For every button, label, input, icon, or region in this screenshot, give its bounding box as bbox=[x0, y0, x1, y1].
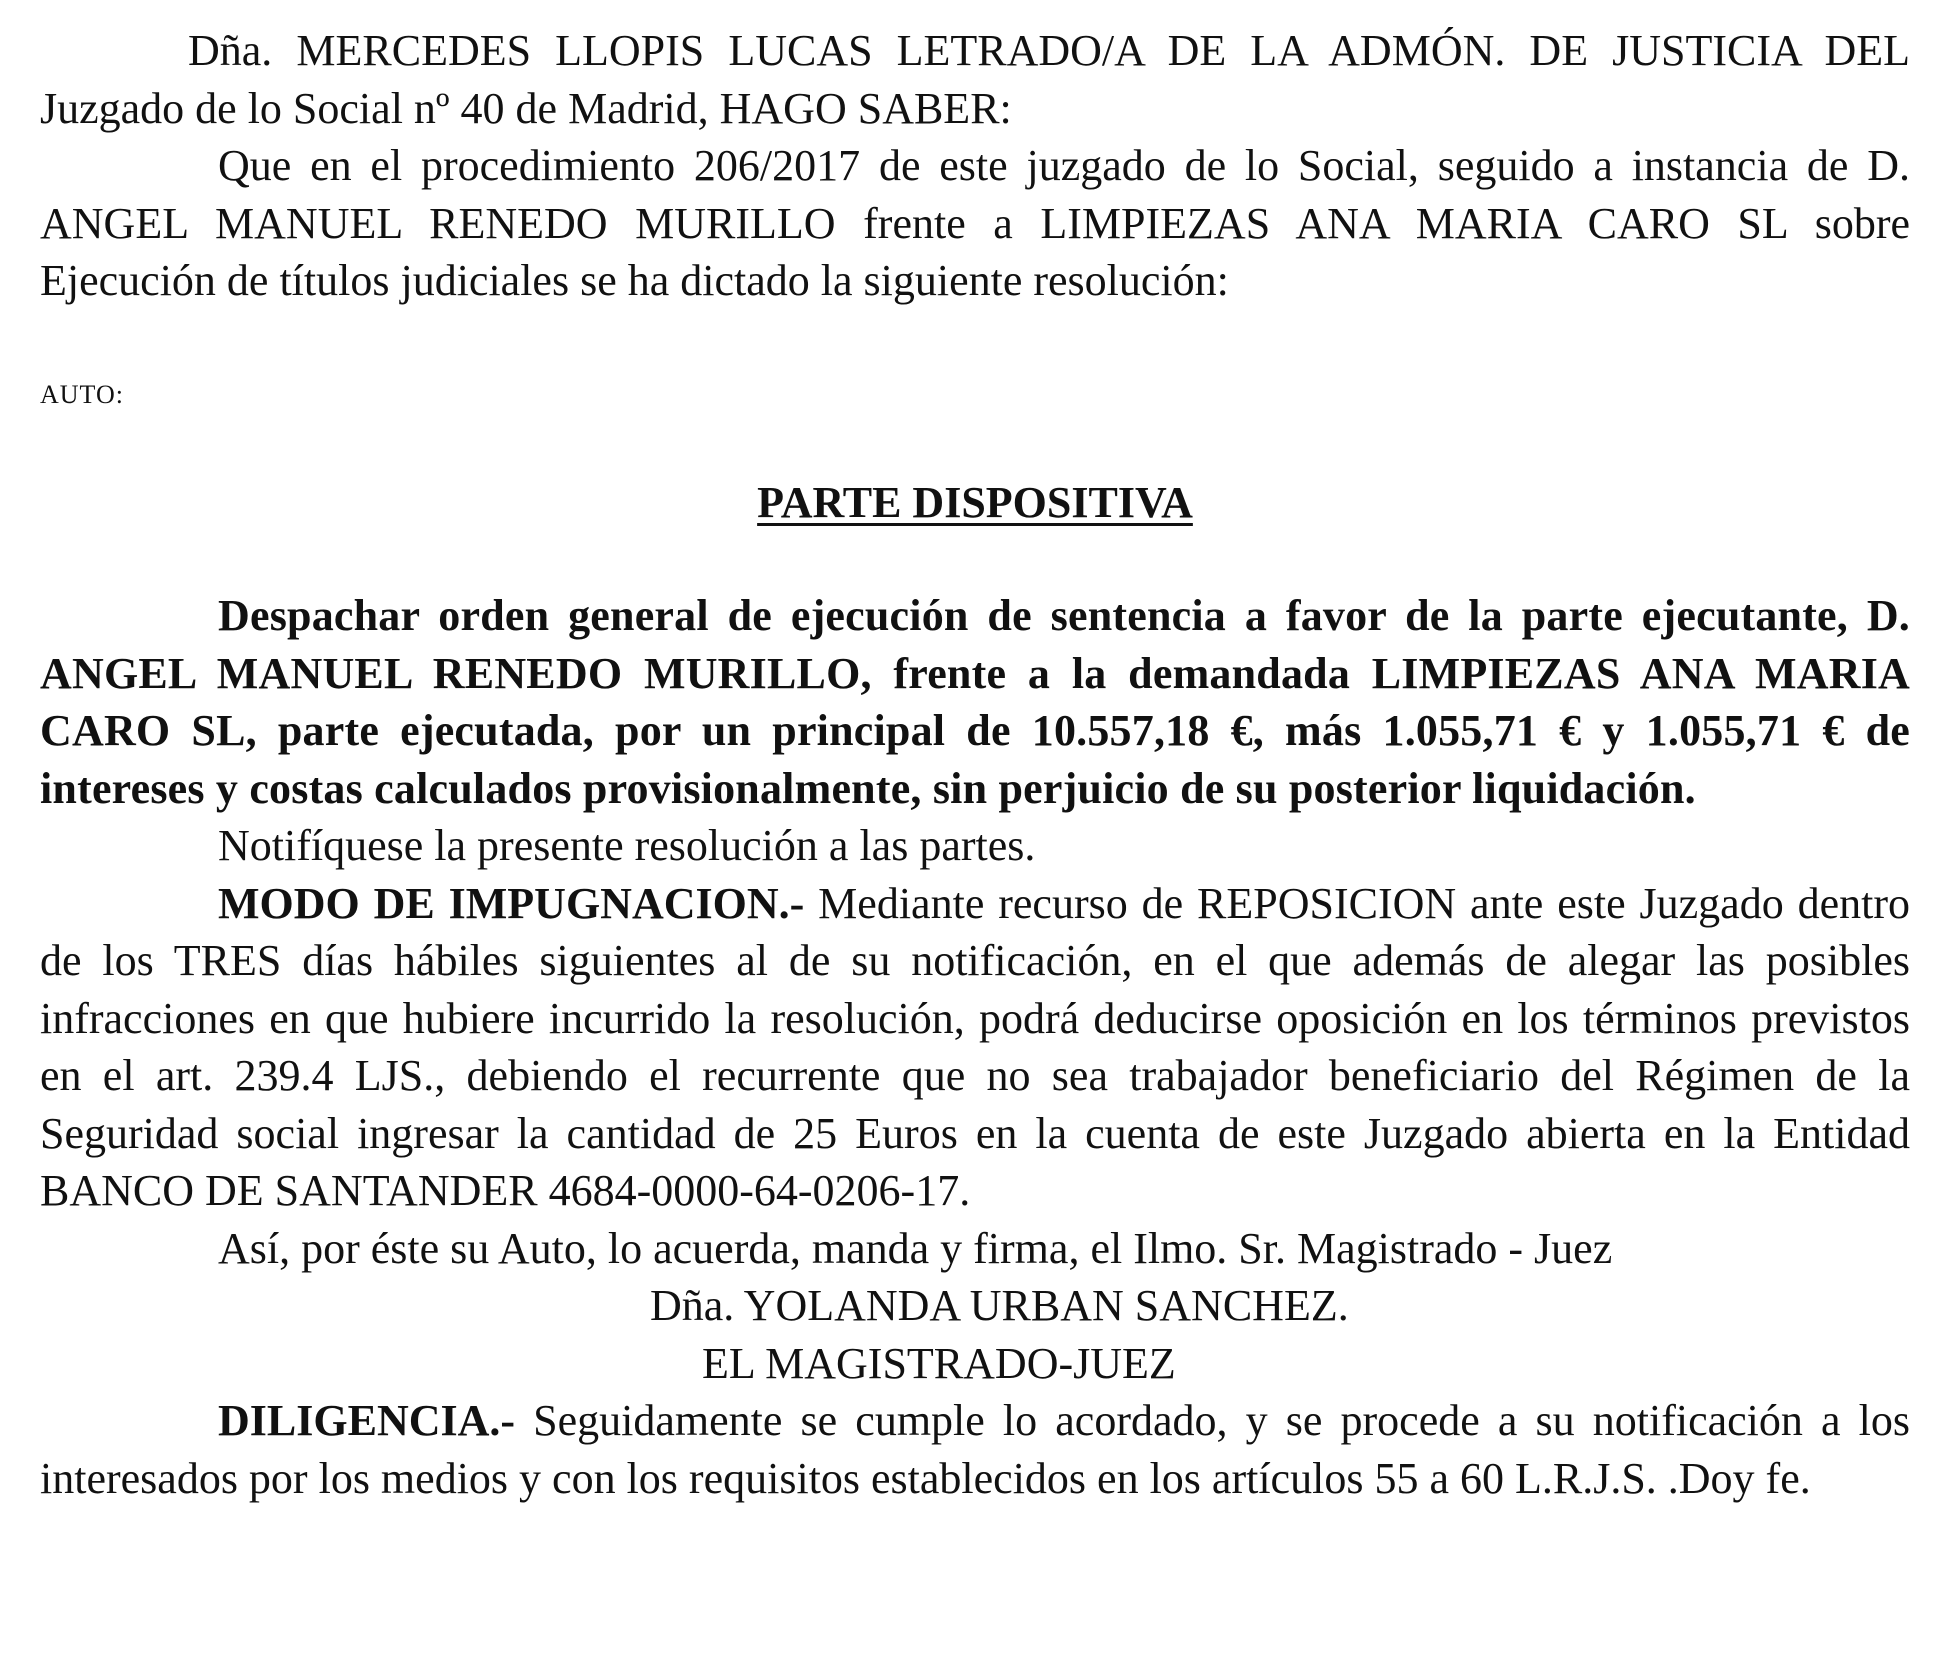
notify-paragraph: Notifíquese la presente resolución a las partes. bbox=[218, 821, 1036, 870]
signature-name: Dña. YOLANDA URBAN SANCHEZ. bbox=[650, 1281, 1349, 1330]
diligence-text: Seguidamente se cumple lo acordado, y se procede a su notificación a los interesados por los medios y con los requisitos establecidos en los artículos 55 a 60 L.R.J.S. .Doy fe. bbox=[40, 1396, 1910, 1503]
closing-paragraph: Así, por éste su Auto, lo acuerda, manda y firma, el Ilmo. Sr. Magistrado - Juez bbox=[218, 1223, 1613, 1273]
diligence-paragraph bbox=[40, 1392, 1910, 1507]
impugnation-text: Mediante recurso de REPOSICION ante este Juzgado dentro de los TRES días hábiles siguientes al de su notificación, en el que además de alegar las posibles infracciones en que hubiere incurrido la resolución, podrá deducirse oposición en los términos previstos en el art. 239.4 LJS., debiendo el recurrente que no sea trabajador beneficiario del Régimen de la Seguridad social ingresar la cantidad de 25 Euros en la cuenta de este Juzgado abierta en la Entidad BANCO DE SANTANDER 4684-0000-64-0206-17. bbox=[40, 878, 1910, 1215]
impugnation-paragraph bbox=[40, 875, 1910, 1220]
signature-title: EL MAGISTRADO-JUEZ bbox=[702, 1338, 1176, 1388]
impugnation-lead: MODO DE IMPUGNACION.- bbox=[218, 878, 805, 928]
procedure-paragraph: Que en el procedimiento 206/2017 de este juzgado de lo Social, seguido a instancia de D. ANGEL MANUEL RENEDO MURILLO frente a LIMPIEZAS ANA MARIA CARO SL sobre Ejecución de títulos judiciales se ha dictado la siguiente resolución: bbox=[40, 141, 1910, 305]
dispositive-paragraph: Despachar orden general de ejecución de sentencia a favor de la parte ejecutante, D. ANGEL MANUEL RENEDO MURILLO, frente a la demandada LIMPIEZAS ANA MARIA CARO SL, parte ejecutada, por un principal de 10.557,18 €, más 1.055,71 € y 1.055,71 € de intereses y costas calculados provisionalmente, sin perjuicio de su posterior liquidación. bbox=[40, 591, 1910, 813]
intro-paragraph: Dña. MERCEDES LLOPIS LUCAS LETRADO/A DE LA ADMÓN. DE JUSTICIA DEL Juzgado de lo Social nº 40 de Madrid, HAGO SABER: bbox=[40, 26, 1910, 133]
section-title: PARTE DISPOSITIVA bbox=[757, 477, 1193, 527]
diligence-lead: DILIGENCIA.- bbox=[218, 1396, 516, 1445]
auto-label: AUTO: bbox=[40, 379, 124, 409]
